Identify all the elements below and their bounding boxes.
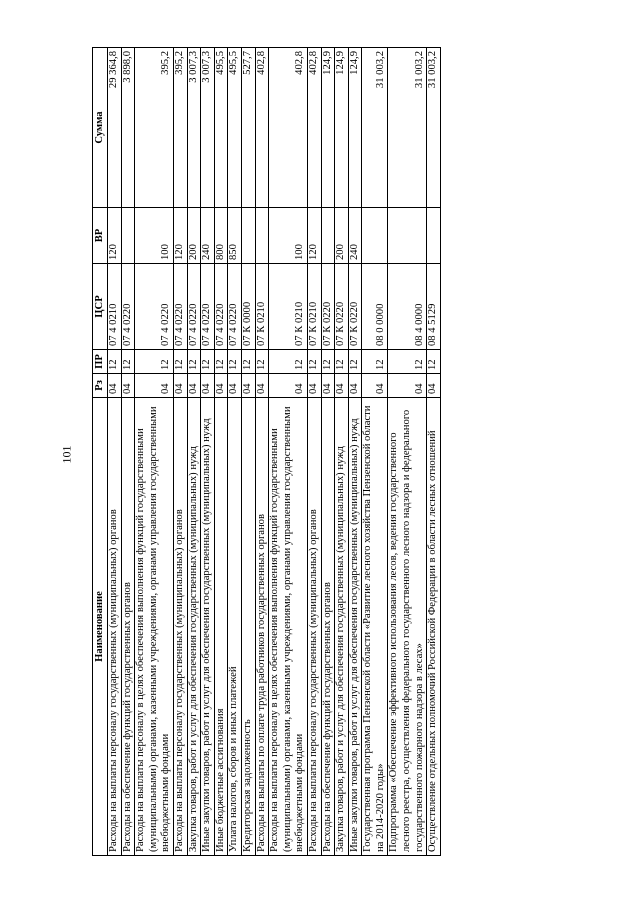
cell-vr: 240	[348, 208, 362, 264]
cell-csr: 07 4 0210	[108, 264, 122, 350]
cell-name: Кредиторская задолженность	[241, 398, 255, 856]
cell-sum: 402,8	[269, 48, 308, 208]
cell-vr: 200	[187, 208, 201, 264]
cell-vr: 120	[307, 208, 321, 264]
cell-rz: 04	[135, 374, 174, 398]
cell-csr: 07 4 0220	[173, 264, 187, 350]
cell-sum: 495,5	[228, 48, 242, 208]
cell-rz: 04	[427, 374, 441, 398]
cell-rz: 04	[269, 374, 308, 398]
table-row	[173, 48, 187, 856]
header-pr: ПР	[93, 350, 108, 374]
cell-pr: 12	[321, 350, 335, 374]
cell-name: Государственная программа Пензенской области «Развитие лесного хозяйства Пензенской области на 2014-2020 годы»	[362, 398, 388, 856]
cell-rz: 04	[362, 374, 388, 398]
cell-name: Расходы на выплаты персоналу в целях обеспечения выполнения функций государственными (муниципальными) органами, казенными учреждениями, органами управления государственными внебюджетными фондами	[135, 398, 174, 856]
cell-sum: 124,9	[321, 48, 335, 208]
cell-name: Расходы на обеспечение функций государственных органов	[321, 398, 335, 856]
cell-pr: 12	[348, 350, 362, 374]
cell-sum: 3 007,3	[201, 48, 215, 208]
cell-name: Иные закупки товаров, работ и услуг для обеспечения государственных (муниципальных) нужд	[201, 398, 215, 856]
cell-csr: 07 4 0220	[187, 264, 201, 350]
cell-pr: 12	[187, 350, 201, 374]
cell-rz: 04	[173, 374, 187, 398]
cell-sum: 3 007,3	[187, 48, 201, 208]
cell-csr: 08 0 0000	[362, 264, 388, 350]
cell-rz: 04	[228, 374, 242, 398]
cell-vr	[255, 208, 269, 264]
cell-pr: 12	[307, 350, 321, 374]
cell-sum: 395,2	[135, 48, 174, 208]
table-row	[121, 48, 135, 856]
cell-rz: 04	[335, 374, 349, 398]
cell-sum: 29 364,8	[108, 48, 122, 208]
cell-pr: 12	[335, 350, 349, 374]
cell-name: Осуществление отдельных полномочий Российской Федерации в области лесных отношений	[427, 398, 441, 856]
header-name: Наименование	[93, 398, 108, 856]
header-csr: ЦСР	[93, 264, 108, 350]
cell-name: Иные закупки товаров, работ и услуг для обеспечения государственных (муниципальных) нужд	[348, 398, 362, 856]
cell-vr	[388, 208, 427, 264]
cell-vr	[321, 208, 335, 264]
cell-csr: 07 К 0220	[348, 264, 362, 350]
cell-rz: 04	[201, 374, 215, 398]
cell-name: Уплата налогов, сборов и иных платежей	[228, 398, 242, 856]
header-rz: Рз	[93, 374, 108, 398]
table-row	[348, 48, 362, 856]
cell-rz: 04	[108, 374, 122, 398]
cell-rz: 04	[187, 374, 201, 398]
cell-rz: 04	[214, 374, 228, 398]
cell-csr: 07 4 0220	[121, 264, 135, 350]
table-row	[228, 48, 242, 856]
cell-csr: 07 К 0220	[321, 264, 335, 350]
cell-name: Расходы на выплаты по оплате труда работников государственных органов	[255, 398, 269, 856]
budget-table	[92, 47, 441, 856]
table-row	[187, 48, 201, 856]
cell-sum: 395,2	[173, 48, 187, 208]
cell-pr: 12	[201, 350, 215, 374]
table-header-row	[93, 48, 108, 856]
table-row	[241, 48, 255, 856]
cell-csr: 07 К 0210	[307, 264, 321, 350]
cell-sum: 402,8	[255, 48, 269, 208]
page-number: 101	[59, 445, 74, 464]
cell-rz: 04	[121, 374, 135, 398]
cell-rz: 04	[321, 374, 335, 398]
cell-sum: 527,7	[241, 48, 255, 208]
cell-sum: 3 898,0	[121, 48, 135, 208]
cell-vr: 240	[201, 208, 215, 264]
cell-name: Расходы на выплаты персоналу государственных (муниципальных) органов	[108, 398, 122, 856]
table-row	[388, 48, 427, 856]
table-row	[307, 48, 321, 856]
cell-csr: 07 4 0220	[214, 264, 228, 350]
cell-csr: 07 4 0220	[201, 264, 215, 350]
cell-vr: 100	[269, 208, 308, 264]
header-vr: ВР	[93, 208, 108, 264]
cell-sum: 31 003,2	[427, 48, 441, 208]
cell-pr: 12	[214, 350, 228, 374]
cell-pr: 12	[173, 350, 187, 374]
cell-csr: 07 К 0000	[241, 264, 255, 350]
cell-rz: 04	[255, 374, 269, 398]
cell-pr: 12	[121, 350, 135, 374]
cell-pr: 12	[135, 350, 174, 374]
cell-pr: 12	[388, 350, 427, 374]
cell-csr: 07 К 0210	[269, 264, 308, 350]
table-row	[135, 48, 174, 856]
cell-sum: 124,9	[335, 48, 349, 208]
cell-name: Расходы на выплаты персоналу государственных (муниципальных) органов	[307, 398, 321, 856]
table-row	[335, 48, 349, 856]
cell-csr: 08 4 0000	[388, 264, 427, 350]
cell-pr: 12	[228, 350, 242, 374]
cell-rz: 04	[307, 374, 321, 398]
cell-name: Расходы на выплаты персоналу в целях обеспечения выполнения функций государственными (муниципальными) органами, казенными учреждениями, органами управления государственными внебюджетными фондами	[269, 398, 308, 856]
cell-pr: 12	[269, 350, 308, 374]
cell-vr	[241, 208, 255, 264]
cell-csr: 07 4 0220	[135, 264, 174, 350]
cell-sum: 31 003,2	[362, 48, 388, 208]
cell-vr: 120	[173, 208, 187, 264]
cell-vr: 800	[214, 208, 228, 264]
cell-pr: 12	[362, 350, 388, 374]
rotated-sheet	[92, 48, 640, 856]
table-row	[214, 48, 228, 856]
table-row	[362, 48, 388, 856]
cell-name: Подпрограмма «Обеспечение эффективного использования лесов, ведения государственного лесного реестра, осуществления федерального государственного лесного надзора и федерального государственного пожарного надзора в лесах»	[388, 398, 427, 856]
cell-rz: 04	[388, 374, 427, 398]
cell-name: Расходы на обеспечение функций государственных органов	[121, 398, 135, 856]
cell-vr: 120	[108, 208, 122, 264]
table-row	[321, 48, 335, 856]
cell-csr: 08 4 5129	[427, 264, 441, 350]
cell-csr: 07 К 0220	[335, 264, 349, 350]
cell-rz: 04	[241, 374, 255, 398]
cell-pr: 12	[255, 350, 269, 374]
table-row	[255, 48, 269, 856]
cell-vr	[121, 208, 135, 264]
cell-sum: 31 003,2	[388, 48, 427, 208]
cell-pr: 12	[427, 350, 441, 374]
cell-sum: 402,8	[307, 48, 321, 208]
table-row	[108, 48, 122, 856]
header-sum: Сумма	[93, 48, 108, 208]
cell-vr: 200	[335, 208, 349, 264]
cell-name: Иные бюджетные ассигнования	[214, 398, 228, 856]
cell-rz: 04	[348, 374, 362, 398]
cell-pr: 12	[241, 350, 255, 374]
cell-csr: 07 4 0220	[228, 264, 242, 350]
cell-sum: 495,5	[214, 48, 228, 208]
cell-sum: 124,9	[348, 48, 362, 208]
cell-name: Закупка товаров, работ и услуг для обеспечения государственных (муниципальных) нужд	[187, 398, 201, 856]
cell-name: Расходы на выплаты персоналу государственных (муниципальных) органов	[173, 398, 187, 856]
table-row	[269, 48, 308, 856]
cell-vr	[362, 208, 388, 264]
table-row	[427, 48, 441, 856]
cell-csr: 07 К 0210	[255, 264, 269, 350]
cell-vr: 850	[228, 208, 242, 264]
table-row	[201, 48, 215, 856]
cell-vr	[427, 208, 441, 264]
cell-pr: 12	[108, 350, 122, 374]
cell-vr: 100	[135, 208, 174, 264]
cell-name: Закупка товаров, работ и услуг для обеспечения государственных (муниципальных) нужд	[335, 398, 349, 856]
